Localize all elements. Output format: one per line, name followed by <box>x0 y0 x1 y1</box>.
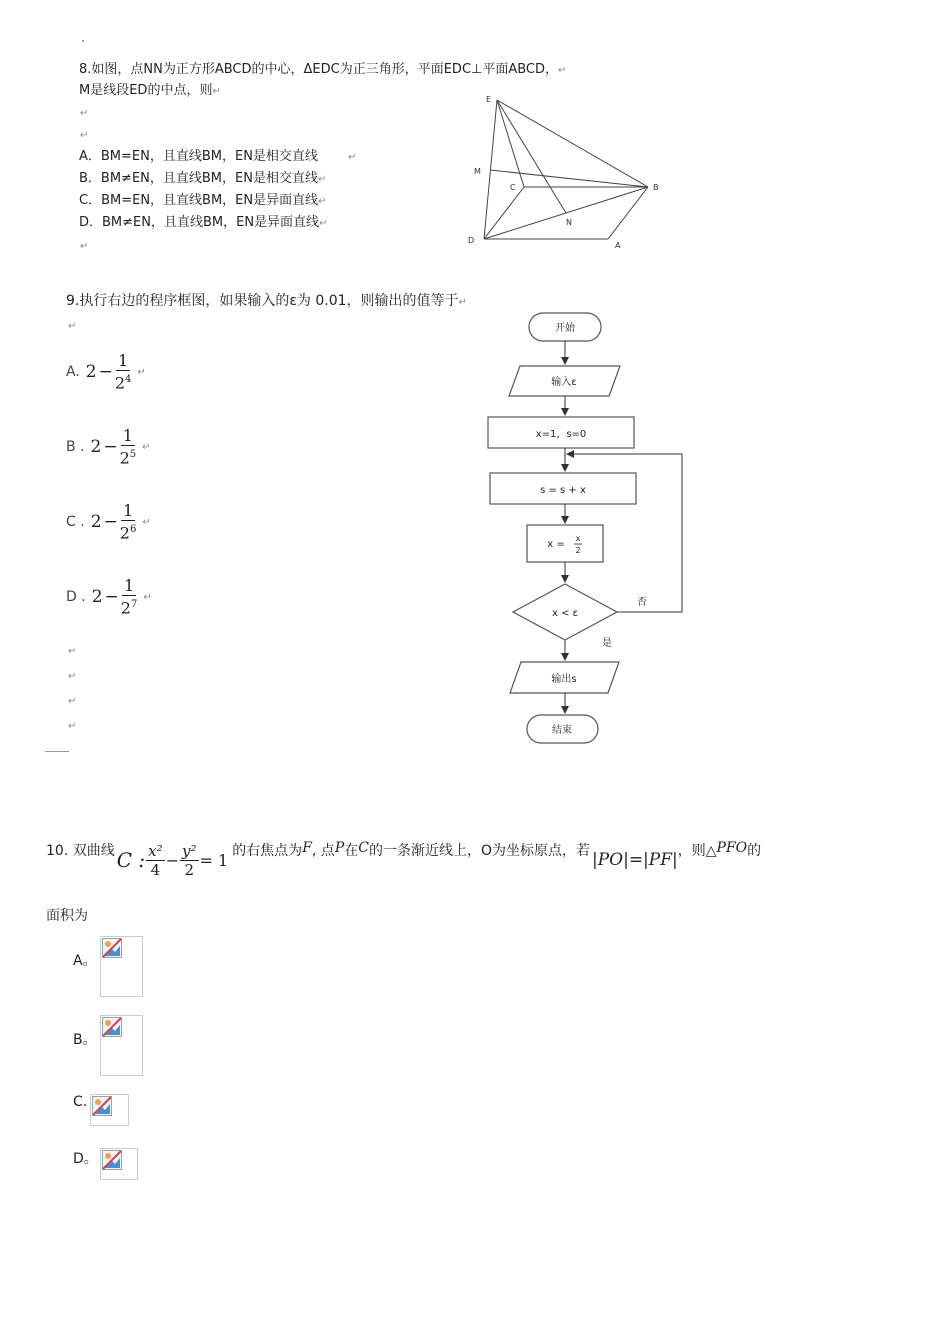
edge-ed <box>484 100 497 239</box>
q10-option-b-broken-image-icon <box>100 1015 143 1076</box>
q10-option-b-label: B。 <box>73 1032 97 1048</box>
q8-stem-line2: M是线段ED的中点，则↵ <box>79 83 221 98</box>
flow-update-x-lhs: x = <box>547 539 565 550</box>
q8-option-c: C．BM=EN，且直线BM，EN是异面直线↵ <box>79 193 327 208</box>
label-b: B <box>653 183 659 192</box>
q9-option-d: D . 2 − $\frac{1}{2^7}$ ↵ <box>66 576 152 618</box>
label-e: E <box>486 95 492 104</box>
q8-option-b: B．BM≠EN，且直线BM，EN是相交直线↵ <box>79 171 327 186</box>
return-mark: ↵ <box>68 671 77 682</box>
q8-option-a: A．BM=EN，且直线BM，EN是相交直线 ↵ <box>79 149 357 164</box>
label-d: D <box>468 236 475 245</box>
flow-no-label: 否 <box>637 597 647 608</box>
flow-condition-label: x < ε <box>551 608 579 619</box>
q8-option-d: D．BM≠EN，且直线BM，EN是异面直线↵ <box>79 215 328 230</box>
q10-option-d-label: D。 <box>73 1151 98 1167</box>
return-mark: ↵ <box>68 321 77 332</box>
q9-option-b: B . 2 − $\frac{1}{2^5}$ ↵ <box>66 426 151 468</box>
return-mark: ↵ <box>68 696 77 707</box>
flow-update-x <box>527 525 603 562</box>
q10-stem: 10. 双曲线 C : $\frac{\text{x²}}{4}$ − $\frac{\text{y²}}{2}$ = 1 的右焦点为 F , 点 P 在 C 的一条渐近线上，O为坐标原点，若 |PO|=|PF| ，则△ PFO 的 <box>46 840 762 879</box>
return-mark: ↵ <box>80 241 89 252</box>
flow-update-x-num: x <box>575 534 581 543</box>
q10-stem-line2: 面积为 <box>46 908 88 924</box>
dot-marker <box>82 40 84 42</box>
return-mark: ↵ <box>68 721 77 732</box>
return-mark: ↵ <box>80 130 89 141</box>
label-m: M <box>474 167 481 176</box>
q10-option-c-label: C. <box>73 1094 88 1110</box>
q9-flowchart <box>480 305 695 750</box>
flow-start-label: 开始 <box>555 323 575 334</box>
flow-update-s-label: s = s + x <box>540 485 586 496</box>
q9-option-a: A. 2 − $\frac{1}{2^4}$ ↵ <box>66 351 146 393</box>
edge-dc <box>484 187 524 239</box>
label-n: N <box>566 218 572 227</box>
q8-pyramid-figure <box>460 92 670 254</box>
segment-en <box>497 100 566 213</box>
edge-ab <box>608 187 648 239</box>
flow-init-label: x=1，s=0 <box>535 429 587 440</box>
label-a: A <box>615 241 621 250</box>
flow-yes-label: 是 <box>602 638 612 649</box>
footnote-rule <box>45 751 69 752</box>
q9-option-c: C . 2 − $\frac{1}{2^6}$ ↵ <box>66 501 151 543</box>
q10-option-a-label: A。 <box>73 953 97 969</box>
flow-end-label: 结束 <box>552 725 572 736</box>
diagonal-db <box>484 187 648 239</box>
q10-option-a-broken-image-icon <box>100 936 143 997</box>
flow-output-label: 输出s <box>551 674 577 685</box>
flow-update-x-den: 2 <box>575 546 581 555</box>
q9-stem: 9.执行右边的程序框图，如果输入的ε为 0.01，则输出的值等于↵ <box>66 293 467 309</box>
return-mark: ↵ <box>80 108 89 119</box>
q10-option-c-broken-image-icon <box>90 1094 129 1126</box>
label-c: C <box>510 183 516 192</box>
q10-option-d-broken-image-icon <box>100 1148 138 1180</box>
return-mark: ↵ <box>68 646 77 657</box>
flow-input-label: 输入ε <box>551 377 577 388</box>
q8-stem-line1: 8.如图，点NN为正方形ABCD的中心，ΔEDC为正三角形，平面EDC⊥平面ABCD，↵ <box>79 62 567 77</box>
